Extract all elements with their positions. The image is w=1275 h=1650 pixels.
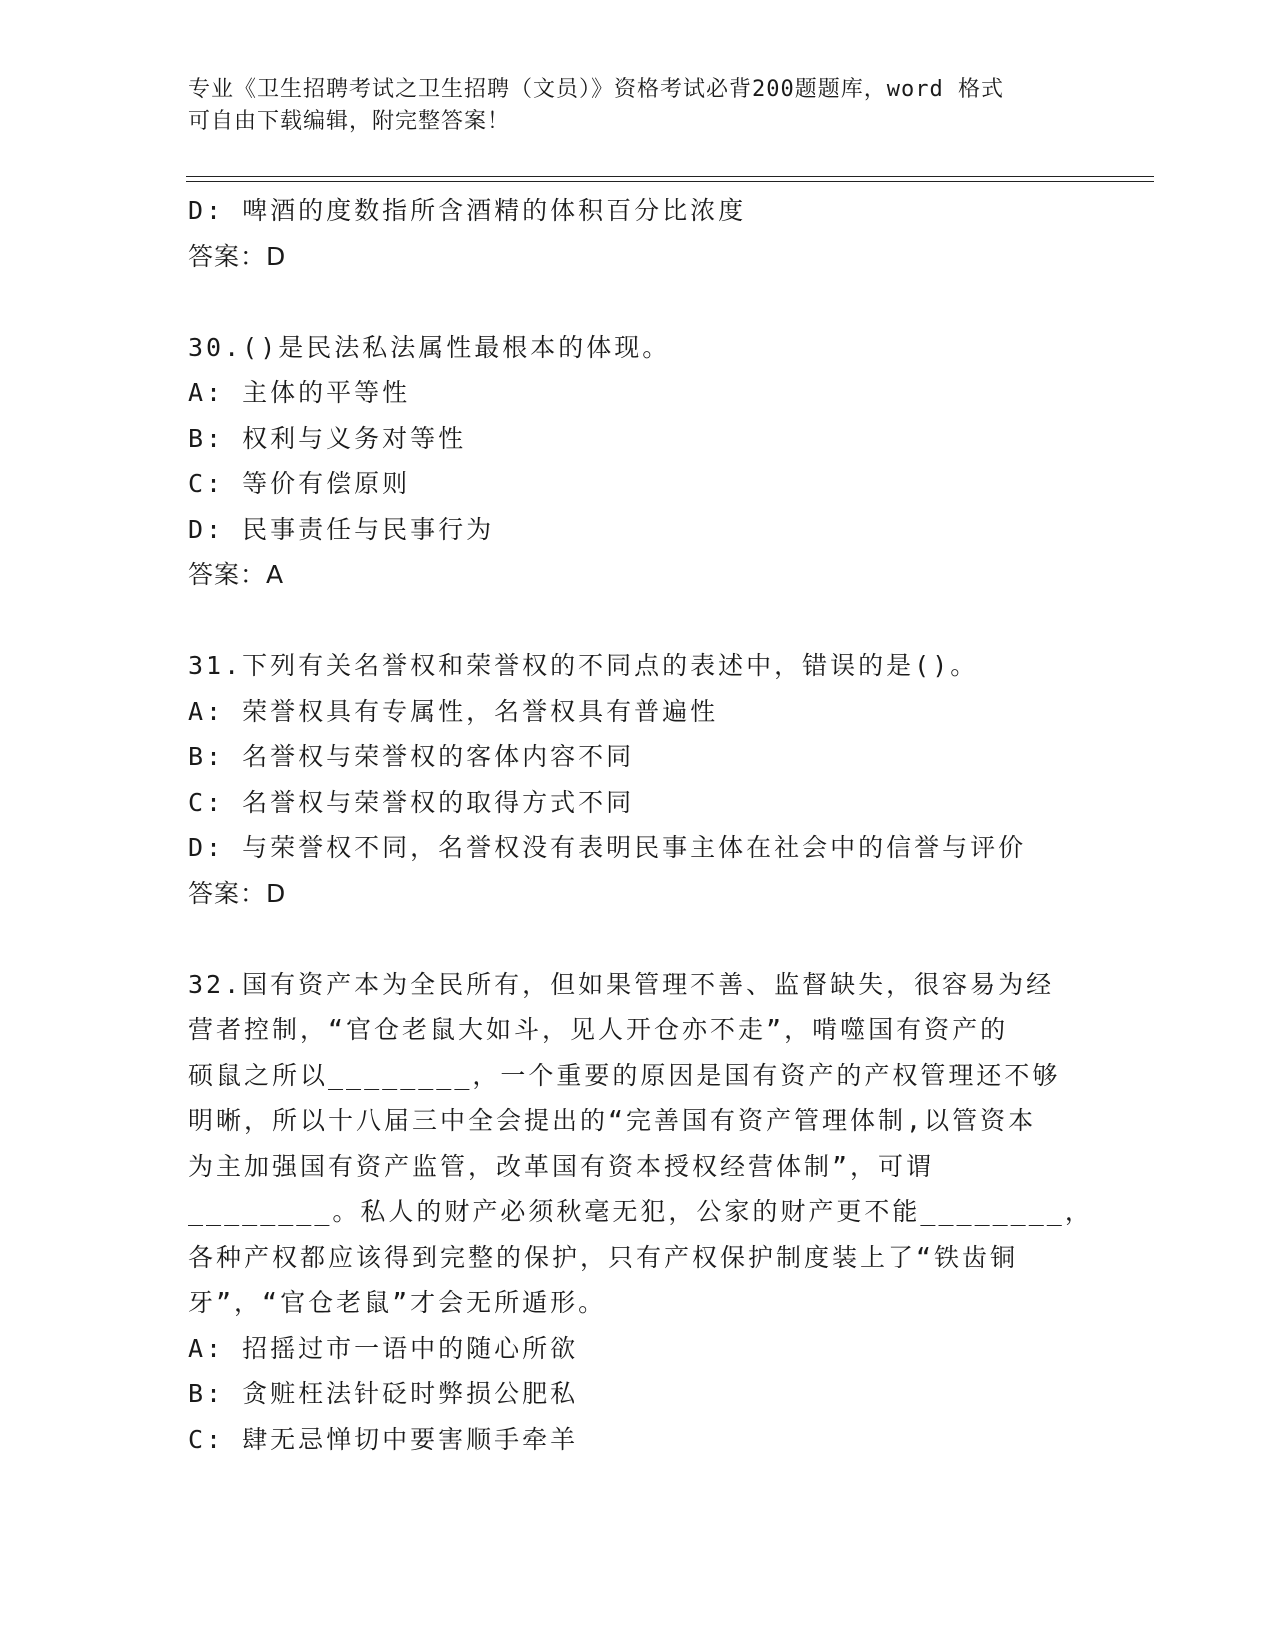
question-31 [188, 643, 1088, 916]
stem-line: 各种产权都应该得到完整的保护，只有产权保护制度装上了“铁齿铜 [188, 1242, 1019, 1272]
spacer [188, 279, 1088, 325]
option-c: C: 等价有偿原则 [188, 469, 411, 498]
header-title-line-1: 专业《卫生招聘考试之卫生招聘（文员）》资格考试必背200题题库，word 格式 [188, 77, 1004, 102]
option-b: B: 贪赃枉法针砭时弊损公肥私 [188, 1379, 579, 1408]
question-30 [188, 325, 1088, 598]
header-double-rule [186, 176, 1154, 182]
question-stem: 31.下列有关名誉权和荣誉权的不同点的表述中，错误的是()。 [188, 651, 979, 680]
option-b: B: 名誉权与荣誉权的客体内容不同 [188, 742, 635, 771]
stem-line: ________。私人的财产必须秋毫无犯，公家的财产更不能________， [188, 1197, 1093, 1226]
option-a: A: 主体的平等性 [188, 378, 411, 407]
stem-line: 明晰，所以十八届三中全会提出的“完善国有资产管理体制,以管资本 [188, 1106, 1037, 1135]
document-header [188, 74, 1068, 138]
option-c: C: 肆无忌惮切中要害顺手牵羊 [188, 1424, 579, 1454]
answer-line: 答案：A [188, 560, 285, 589]
question-stem: 30.()是民法私法属性最根本的体现。 [188, 332, 671, 362]
stem-line: 32.国有资产本为全民所有，但如果管理不善、监督缺失，很容易为经 [188, 969, 1055, 999]
option-d: D: 与荣誉权不同，名誉权没有表明民事主体在社会中的信誉与评价 [188, 833, 1027, 862]
header-title-line-2: 可自由下载编辑，附完整答案！ [188, 109, 511, 134]
option-b: B: 权利与义务对等性 [188, 423, 467, 453]
option-c: C: 名誉权与荣誉权的取得方式不同 [188, 787, 635, 817]
stem-line: 牙”，“官仓老鼠”才会无所遁形。 [188, 1288, 607, 1317]
question-32 [188, 962, 1093, 1463]
stem-line: 为主加强国有资产监管，改革国有资本授权经营体制”，可谓 [188, 1151, 935, 1181]
spacer [188, 598, 1088, 644]
option-d: D: 民事责任与民事行为 [188, 514, 495, 544]
answer-line: 答案：D [188, 878, 287, 908]
stem-line: 硕鼠之所以________，一个重要的原因是国有资产的产权管理还不够 [188, 1060, 1061, 1090]
stem-line: 营者控制，“官仓老鼠大如斗，见人开仓亦不走”，啃噬国有资产的 [188, 1015, 1009, 1044]
question-29-tail [188, 188, 1088, 279]
option-d: D: 啤酒的度数指所含酒精的体积百分比浓度 [188, 196, 747, 225]
option-a: A: 招摇过市一语中的随心所欲 [188, 1333, 579, 1363]
question-stem [188, 962, 1093, 1326]
spacer [188, 916, 1088, 962]
answer-line: 答案：D [188, 241, 287, 271]
question-list [188, 188, 1093, 1462]
option-a: A: 荣誉权具有专属性，名誉权具有普遍性 [188, 696, 719, 726]
